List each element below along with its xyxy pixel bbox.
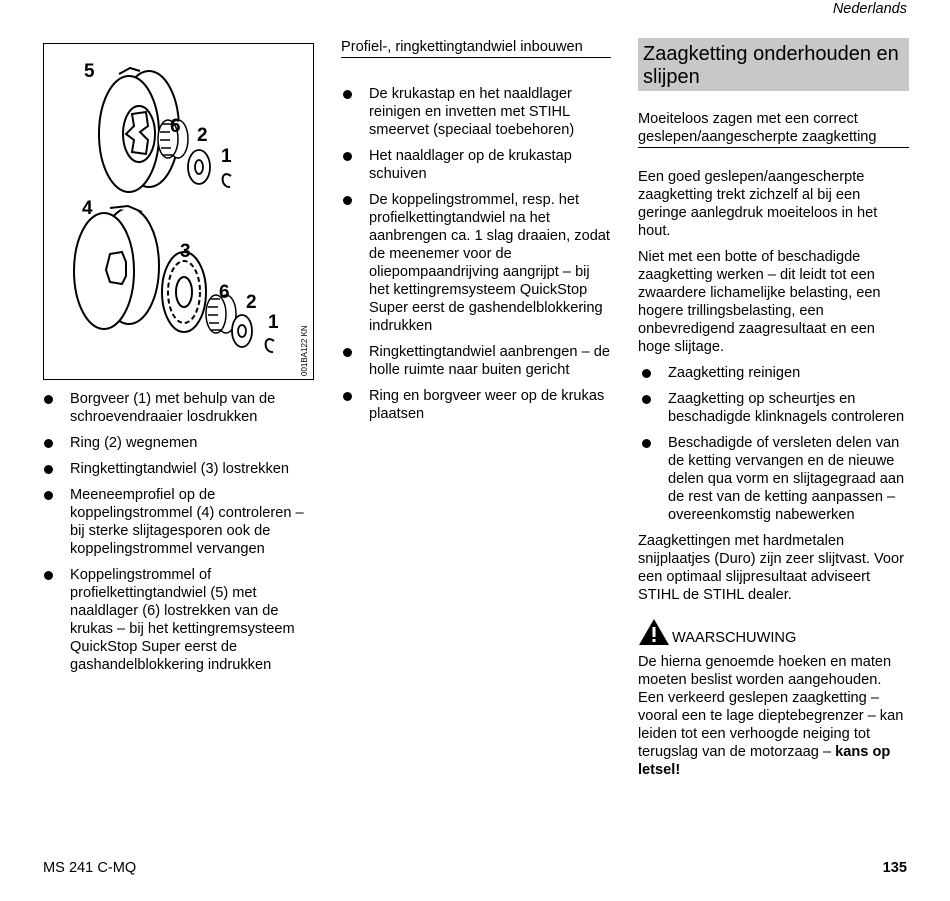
list-item: Ring (2) wegnemen: [42, 434, 314, 452]
fig-label-5: 5: [84, 61, 95, 82]
warning-text: De hierna genoemde hoeken en maten moeten beslist worden aangehouden. Een verkeerd geslepen zaagketting – vooral een te lage dieptebegrenzer – kan leiden tot een verhoogde neiging tot terugslag van de motorzaag – kans op letsel!: [638, 654, 904, 778]
svg-text:1: [268, 312, 279, 333]
chapter-title: Zaagketting onderhouden en slijpen: [638, 38, 909, 91]
list-item: Ringkettingtandwiel (3) lostrekken: [42, 460, 314, 478]
fig-label-2: 2: [197, 125, 208, 146]
clutch-drum: [74, 206, 159, 329]
e-clip-upper: [223, 174, 231, 187]
list-item: Ringkettingtandwiel aanbrengen – de holle ruimte naar buiten gericht: [341, 343, 611, 379]
warning-label: WAARSCHUWING: [672, 630, 797, 646]
page-number: 135: [882, 860, 907, 876]
list-item: De krukastap en het naaldlager reinigen en invetten met STIHL smeervet (speciaal toebehoren): [341, 85, 611, 139]
section-heading: Profiel-, ringkettingtandwiel inbouwen: [341, 38, 611, 58]
fig-label-4: 4: [82, 198, 93, 219]
svg-text:3: [180, 241, 191, 262]
warning-triangle-icon: [638, 618, 670, 646]
paragraph: Niet met een botte of beschadigde zaagketting werken – dit leidt tot een zwaardere lichamelijke belasting, een hogere trillingsbelasting, een onbevredigend zaagresultaat en een hoge slijtage.: [638, 249, 881, 355]
list-item: Zaagketting op scheurtjes en beschadigde klinknagels controleren: [640, 390, 909, 426]
model-label: MS 241 C-MQ: [43, 860, 137, 876]
washer-lower: [232, 315, 252, 347]
list-item: Het naaldlager op de krukastap schuiven: [341, 147, 611, 183]
fig-label-2b: 2: [246, 292, 257, 313]
svg-text:2: [246, 292, 257, 313]
list-item: Koppelingstrommel of profielkettingtandwiel (5) met naaldlager (6) lostrekken van de krukas – bij het kettingremsysteem QuickStop Super eerst de gashandelblokkering indrukken: [42, 566, 314, 674]
list-item: Zaagketting reinigen: [640, 364, 909, 382]
chain-maintenance-section: [638, 38, 909, 787]
installation-section: [341, 38, 611, 431]
e-clip-lower: [266, 339, 274, 352]
fig-label-3: 3: [180, 241, 191, 262]
svg-text:2: [197, 125, 208, 146]
svg-text:6: [219, 282, 230, 303]
list-item: De koppelingstrommel, resp. het profielkettingtandwiel na het aanbrengen ca. 1 slag draaien, zodat de meenemer voor de oliepompaandrijving aangrijpt – bij het kettingremsysteem QuickStop Super eerst de gashendelblokkering indrukken: [341, 191, 611, 335]
warning-heading: [638, 618, 909, 646]
fig-label-1b: 1: [268, 312, 279, 333]
list-item: Ring en borgveer weer op de krukas plaatsen: [341, 387, 611, 423]
paragraph: Een goed geslepen/aangescherpte zaagketting trekt zichzelf al bij een geringe aanlegdruk moeiteloos in het hout.: [638, 169, 878, 239]
svg-text:4: [82, 198, 93, 219]
sprocket-illustration: [43, 43, 314, 380]
section-subheading: Moeiteloos zagen met een correct geslepen/aangescherpte zaagketting: [638, 110, 909, 148]
svg-text:5: [84, 61, 95, 82]
figure-code: 001BA122 KN: [300, 325, 309, 376]
paragraph: Zaagkettingen met hardmetalen snijplaatjes (Duro) zijn zeer slijtvast. Voor een optimaal slijpresultaat adviseert STIHL de STIHL dealer.: [638, 533, 905, 603]
removal-steps: [42, 390, 314, 682]
fig-label-1: 1: [221, 146, 232, 167]
svg-text:1: [221, 146, 232, 167]
rim-sprocket: [162, 252, 206, 332]
list-item: Beschadigde of versleten delen van de ketting vervangen en de nieuwe delen qua vorm en slijtagegraad aan de rest van de ketting aanpassen – overeenkomstig nabewerken: [640, 434, 909, 524]
washer-upper: [188, 150, 210, 184]
language-label: Nederlands: [832, 1, 907, 17]
svg-text:6: [170, 116, 181, 137]
list-item: Meeneemprofiel op de koppelingstrommel (4) controleren – bij sterke slijtagesporen ook de koppelingstrommel vervangen: [42, 486, 314, 558]
fig-label-6b: 6: [219, 282, 230, 303]
fig-label-6: 6: [170, 116, 181, 137]
warning-emphasis: kans op letsel!: [638, 744, 891, 778]
list-item: Borgveer (1) met behulp van de schroevendraaier losdrukken: [42, 390, 314, 426]
